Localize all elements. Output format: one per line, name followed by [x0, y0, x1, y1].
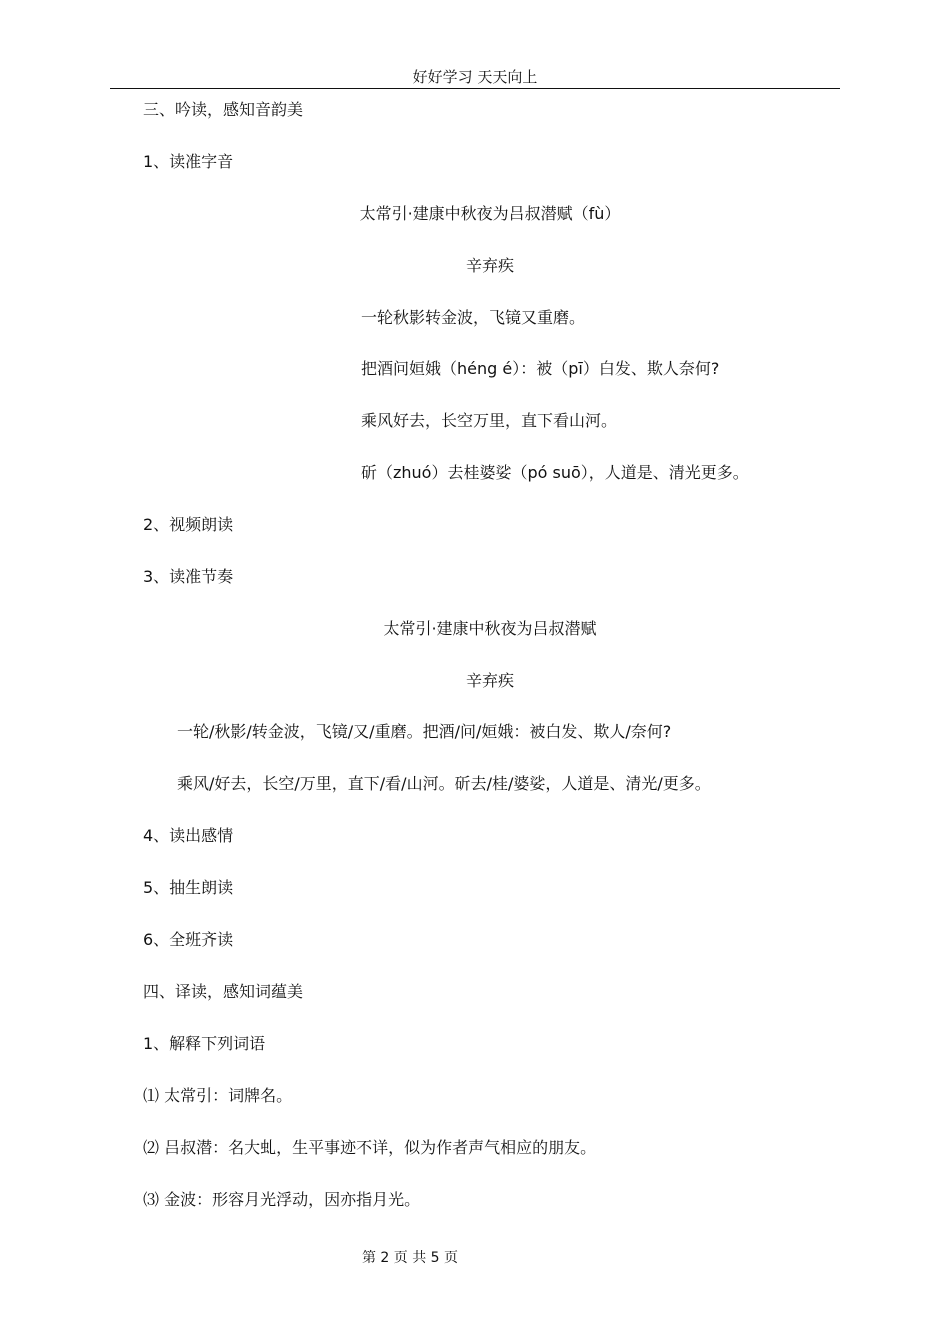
- term-item: ⑴ 太常引：词牌名。: [143, 1086, 293, 1105]
- section-3-title: 三、吟读，感知音韵美: [143, 100, 304, 119]
- poem-line-2: 把酒问姮娥（héng é）：被（pī）白发、欺人奈何?: [361, 359, 720, 378]
- poem-author-rhythm: 辛弃疾: [465, 671, 514, 690]
- poem-title-rhythm: 太常引·建康中秋夜为吕叔潜赋: [383, 619, 597, 638]
- step-read-emotion: 4、读出感情: [143, 826, 234, 845]
- poem-line-1: 一轮秋影转金波，飞镜又重磨。: [361, 308, 586, 327]
- header-divider: [110, 88, 840, 89]
- step-student-reading: 5、抽生朗读: [143, 878, 234, 897]
- step-video-reading: 2、视频朗读: [143, 515, 234, 534]
- term-item: ⑶ 金波：形容月光浮动，因亦指月光。: [143, 1190, 421, 1209]
- step-explain-words: 1、解释下列词语: [143, 1034, 266, 1053]
- page-number: 第 2 页 共 5 页: [361, 1250, 459, 1266]
- section-4-title: 四、译读，感知词蕴美: [143, 982, 304, 1001]
- poem-author: 辛弃疾: [465, 256, 514, 275]
- page-header: 好好学习 天天向上: [412, 68, 538, 86]
- poem-line-3: 乘风好去，长空万里，直下看山河。: [361, 411, 618, 430]
- term-item: ⑵ 吕叔潜：名大虬，生平事迹不详，似为作者声气相应的朋友。: [143, 1138, 597, 1157]
- rhythm-line-1: 一轮/秋影/转金波，飞镜/又/重磨。把酒/问/姮娥：被白发、欺人/奈何?: [177, 722, 672, 741]
- rhythm-line-2: 乘风/好去，长空/万里，直下/看/山河。斫去/桂/婆娑，人道是、清光/更多。: [177, 774, 711, 793]
- step-read-rhythm: 3、读准节奏: [143, 567, 234, 586]
- step-class-reading: 6、全班齐读: [143, 930, 234, 949]
- poem-line-4: 斫（zhuó）去桂婆娑（pó suō），人道是、清光更多。: [361, 463, 749, 482]
- step-read-pronunciation: 1、读准字音: [143, 152, 234, 171]
- poem-title-pinyin: 太常引·建康中秋夜为吕叔潜赋（fù）: [359, 204, 621, 223]
